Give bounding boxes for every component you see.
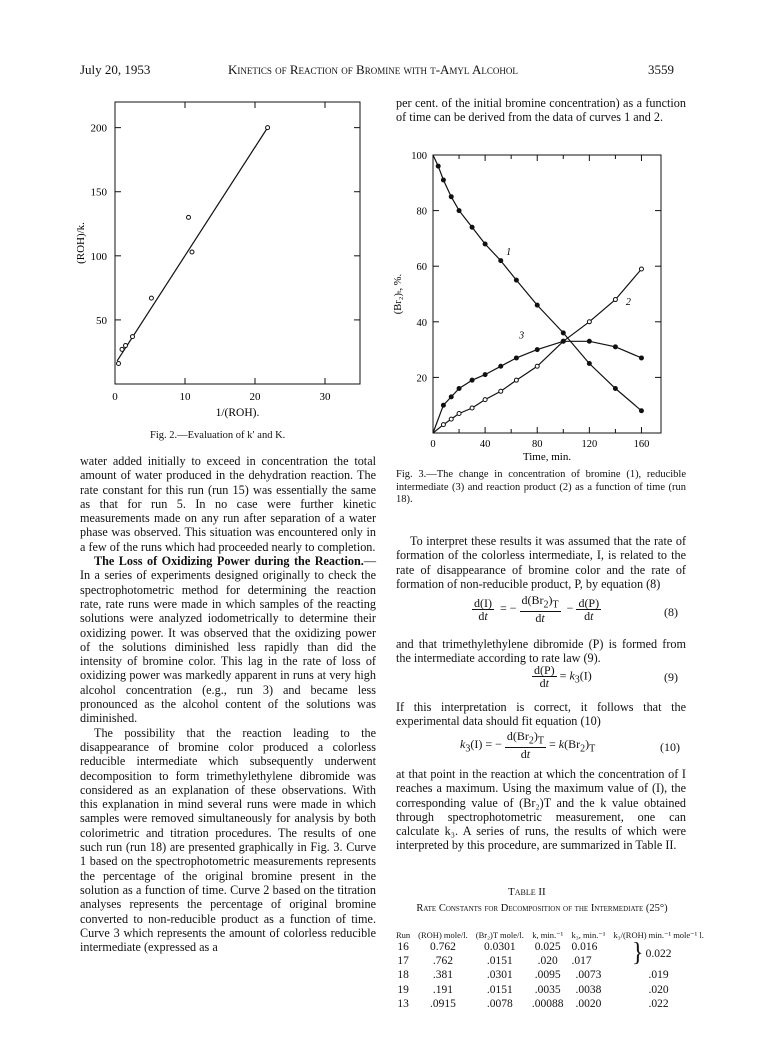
cell: .0915 (430, 997, 456, 1010)
cell: .0078 (486, 997, 513, 1010)
data-point (266, 126, 270, 130)
data-point (120, 347, 124, 351)
section-heading: The Loss of Oxidizing Power during the Reaction. (94, 554, 364, 569)
cell: 0.762 (430, 941, 456, 953)
data-point (535, 364, 539, 368)
cell: .022 (648, 997, 669, 1010)
paragraph: If this interpretation is correct, it follows that the experimental data should fit equation (10) (396, 700, 686, 729)
cell: .0151 (486, 983, 513, 996)
cell: .0035 (534, 983, 561, 996)
y-axis-label: (Br₂)ₜ, %. (393, 273, 404, 315)
right-column-top: per cent. of the initial bromine concentration) as a function of time can be derived from the data of curves 1 and 2. (396, 96, 686, 125)
cell: .020 (648, 983, 669, 996)
data-point (639, 409, 643, 413)
data-point (587, 339, 591, 343)
x-axis-label: Time, min. (522, 451, 572, 463)
left-column (80, 454, 376, 954)
fig2-caption: Fig. 2.—Evaluation of k′ and K. (150, 430, 286, 441)
cell: .0020 (575, 997, 602, 1010)
data-point (483, 242, 487, 246)
data-point (187, 215, 191, 219)
cell: .020 (537, 955, 558, 968)
x-tick-label: 0 (430, 439, 436, 450)
data-point (514, 278, 518, 282)
curve-label: 1 (506, 247, 512, 259)
curve-label: 3 (519, 330, 525, 342)
col-header: (Br₂)T mole/l. (475, 930, 524, 940)
equation-number: (8) (664, 605, 678, 619)
data-point (441, 403, 445, 407)
paragraph: water added initially to exceed in concentration the total amount of water produced in the dehydration reaction. The rate constant for this run (run 15) was essentially the same as that for run 5. In no case were further kinetic measurements made on any run after separation of a water phase was observed. This situation was encountered only in a few of the runs which had proceeded nearly to completion. (80, 454, 376, 554)
data-point (587, 362, 591, 366)
data-point (514, 356, 518, 360)
data-point (483, 398, 487, 402)
data-point (535, 348, 539, 352)
cell: .017 (571, 955, 592, 968)
header-date: July 20, 1953 (80, 62, 151, 77)
data-point (117, 361, 121, 365)
x-tick-label: 20 (249, 391, 261, 403)
x-tick-label: 0 (112, 391, 118, 403)
data-point (613, 298, 617, 302)
table-row (392, 968, 708, 982)
equation-10: $k_3(I)$ = − $\frac{d(Br_2)_T}{dt}$ = $k(Br_2)_T$ (460, 729, 596, 762)
cell: .191 (432, 983, 454, 996)
data-point (639, 267, 643, 271)
y-tick-label: 40 (416, 317, 427, 329)
y-tick-label: 80 (416, 206, 427, 218)
y-tick-label: 60 (416, 262, 427, 274)
data-point (470, 406, 474, 410)
table-ii (392, 931, 708, 1011)
data-point (131, 335, 135, 339)
cell: 0.016 (571, 941, 598, 953)
data-point (535, 303, 539, 307)
y-tick-label: 50 (96, 314, 107, 327)
paragraph-loss-oxidizing (80, 554, 376, 726)
table-row (392, 940, 708, 954)
paragraph: at that point in the reaction at which the concentration of I reaches a maximum. Using the maximum value of (I), the corresponding value of (Br₂)T and the k value obtained through spectrophotometric measurement, one can calculate k₃. A series of runs, the results of which were interpreted by this procedure, are summarized in Table II. (396, 767, 686, 853)
plot-frame (115, 102, 360, 384)
equation-8: $\frac{d(I)}{dt}$ = − $\frac{d(Br_2)_T}{dt}$ − $\frac{d(P)}{dt}$ (474, 593, 600, 626)
equation-9: $\frac{d(P)}{dt}$ = $k_3(I)$ (534, 663, 592, 690)
y-axis-label: (ROH)/k. (75, 222, 87, 264)
data-point (124, 344, 128, 348)
paragraph: The possibility that the reaction leading to the disappearance of bromine color produced a colorless reducible intermediate which subsequently underwent decomposition to form trimethylethylene dibromide was considered as an explanation of these observations. With this explanation in mind several runs were made in which samples were removed simultaneously for analysis by both colorimetric and titration procedures. The results of one such run (run 18) are presented graphically in Fig. 3. Curve 1 based on the spectrophotometric measurements represents the percentage of the original bromine present in the solution as a function of time. Curve 2 based on the titration analyses represents the percentage of original bromine converted to non-reducible product as a function of time. Curve 3 which represents the amount of colorless reducible intermediate (expressed as a (80, 725, 376, 955)
x-tick-label: 80 (531, 439, 543, 450)
table-title: Rate Constants for Decomposition of the Intermediate (25°) (416, 903, 668, 914)
x-axis-label: 1/(ROH). (215, 407, 260, 419)
cell: .762 (432, 955, 454, 968)
cell: 0.022 (645, 948, 672, 961)
data-point (457, 209, 461, 213)
cell: 16 (397, 941, 409, 953)
data-point (499, 364, 503, 368)
data-point (449, 395, 453, 399)
series-line-1 (433, 155, 642, 411)
fig2-chart (70, 90, 370, 420)
data-point (457, 387, 461, 391)
table-label: Table II (508, 886, 546, 898)
x-tick-label: 30 (319, 391, 331, 403)
col-header: (ROH) mole/l. (418, 930, 468, 940)
data-point (470, 225, 474, 229)
data-point (499, 259, 503, 263)
data-point (483, 373, 487, 377)
cell: 13 (397, 997, 409, 1010)
cell: .0151 (486, 955, 513, 968)
paragraph: To interpret these results it was assumed that the rate of formation of the colorless intermediate, I, is related to the rate of disappearance of bromine color and the rate of formation of non-reducible product, P, by equation (8) (396, 534, 686, 591)
data-point (441, 178, 445, 182)
data-point (190, 250, 194, 254)
data-point (470, 378, 474, 382)
fig3-caption: Fig. 3.—The change in concentration of bromine (1), reducible intermediate (3) and reaction product (2) as a function of time (run 18). (396, 469, 686, 506)
cell: .0095 (534, 969, 561, 982)
data-point (587, 320, 591, 324)
data-point (457, 412, 461, 416)
cell: .381 (432, 969, 454, 982)
data-point (514, 378, 518, 382)
cell: .0301 (486, 969, 513, 982)
col-header: Run (396, 930, 411, 940)
brace-icon: } (632, 938, 644, 968)
y-tick-label: 20 (416, 373, 427, 385)
cell: .0038 (575, 983, 602, 996)
header-page: 3559 (648, 62, 674, 77)
curve-label: 2 (625, 297, 631, 309)
data-point (561, 339, 565, 343)
col-header: k₃/(ROH) min.⁻¹ mole⁻¹ l. (613, 930, 704, 940)
plot-frame (433, 155, 661, 433)
cell: 0.025 (534, 941, 561, 953)
table-row (392, 983, 708, 997)
col-header: k₃, min.⁻¹ (571, 930, 606, 940)
col-header: k, min.⁻¹ (532, 930, 564, 940)
data-point (639, 356, 643, 360)
data-point (499, 389, 503, 393)
table-row (392, 997, 708, 1011)
cell: 17 (397, 955, 409, 968)
y-tick-label: 150 (90, 186, 107, 199)
fit-line (117, 128, 268, 361)
y-tick-label: 100 (90, 250, 107, 263)
y-tick-label: 100 (411, 151, 427, 162)
data-point (449, 195, 453, 199)
header-title: Kinetics of Reaction of Bromine with t-Amyl Alcohol (228, 62, 518, 77)
equation-number: (10) (660, 740, 680, 754)
y-tick-label: 200 (90, 122, 107, 135)
data-point (449, 417, 453, 421)
cell: .00088 (531, 997, 564, 1010)
data-point (613, 345, 617, 349)
fig3-chart (385, 145, 675, 465)
cell: .0073 (575, 969, 602, 982)
x-tick-label: 160 (633, 439, 650, 450)
paragraph: and that trimethylethylene dibromide (P) is formed from the intermediate according to rate law (9). (396, 637, 686, 666)
paragraph-text: —In a series of experiments designed originally to check the spectrophotometric method for determining the reaction rate, rate runs were made in which samples of the reacting solutions were analyzed iodometrically to determine their oxidizing power. It was observed that the oxidizing power of the solutions diminished less rapidly than did the intensity of bromine color. This lag in the rate of loss of oxidizing power was markedly apparent in runs at very high alcohol concentration (e.g., run 3) and became less pronounced as the alcohol content of the solutions was diminished. (80, 554, 376, 726)
x-tick-label: 10 (179, 391, 191, 403)
cell: 0.0301 (484, 941, 516, 953)
data-point (436, 164, 440, 168)
data-point (441, 423, 445, 427)
data-point (613, 387, 617, 391)
cell: 19 (397, 983, 409, 996)
equation-number: (9) (664, 670, 678, 684)
data-point (149, 296, 153, 300)
cell: .019 (648, 969, 669, 982)
cell: 18 (397, 969, 409, 982)
series-line-3 (433, 341, 642, 433)
x-tick-label: 120 (581, 439, 598, 450)
x-tick-label: 40 (479, 439, 491, 450)
data-point (561, 331, 565, 335)
